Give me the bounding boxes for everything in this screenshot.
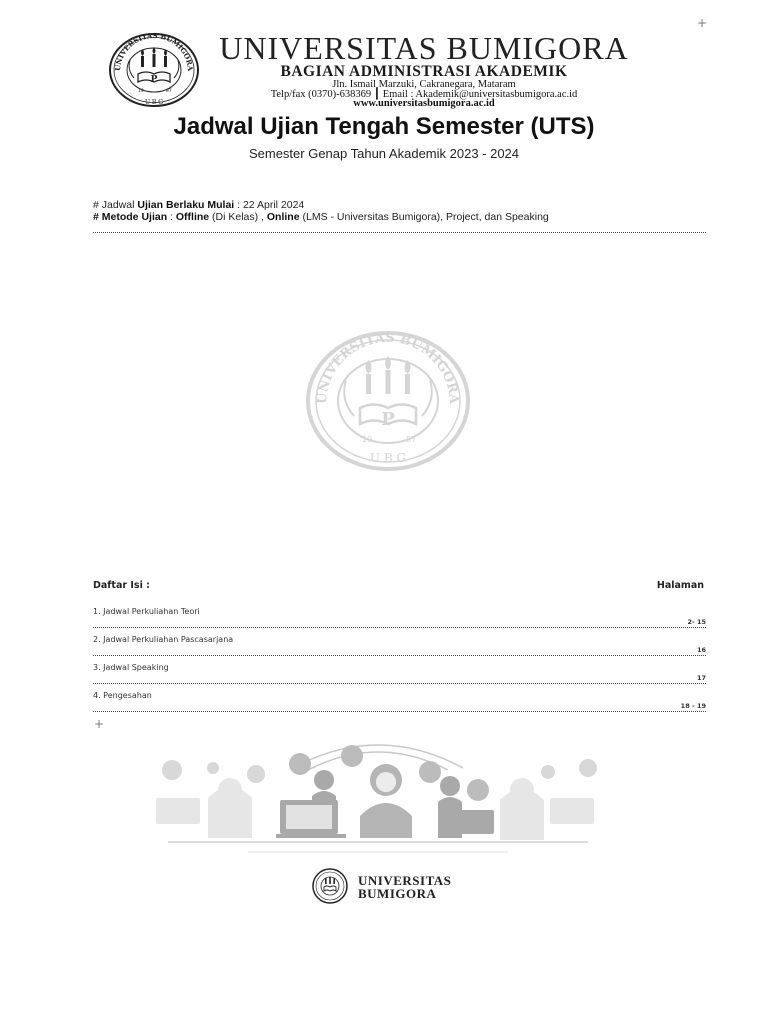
people-with-computers-illustration	[148, 738, 608, 856]
toc-row-divider	[93, 627, 706, 628]
seal-watermark-icon	[306, 330, 470, 472]
toc-item-label[interactable]: 2. Jadwal Perkuliahan Pascasarjana	[93, 635, 234, 644]
university-name: UNIVERSITAS BUMIGORA	[219, 30, 629, 66]
watermark-year-left: 19	[362, 435, 373, 444]
toc-item-page: 17	[696, 674, 706, 682]
info-exam-start-value: : 22 April 2024	[234, 199, 305, 211]
toc-item-label[interactable]: 4. Pengesahan	[93, 691, 152, 700]
info-method-label: Ujian	[141, 211, 168, 223]
website-line: www.universitasbumigora.ac.id	[353, 98, 495, 109]
info-method-rest: (LMS - Universitas Bumigora), Project, dan Speaking	[299, 211, 549, 223]
toc-item-label[interactable]: 1. Jadwal Perkuliahan Teori	[93, 607, 200, 616]
toc-item-page: 18 - 19	[680, 702, 706, 710]
info-exam-method	[93, 211, 549, 223]
seal-year-right: 87	[166, 89, 172, 94]
page-subtitle: Semester Genap Tahun Akademik 2023 - 2024	[248, 146, 520, 161]
footer-seal-icon	[312, 868, 348, 904]
toc-row-divider	[93, 655, 706, 656]
info-exam-start-label: Ujian Berlaku Mulai	[137, 199, 235, 211]
watermark-year-right: 87	[406, 435, 417, 444]
svg-text:P: P	[150, 75, 158, 85]
info-method-offline: Offline	[175, 211, 210, 223]
watermark-top-text: UNIVERSITAS BUMIGORA	[314, 330, 462, 405]
corner-mark-top: +	[697, 16, 708, 30]
svg-text:P: P	[381, 409, 395, 430]
seal-year-left: 19	[138, 89, 144, 94]
info-exam-start	[93, 199, 304, 211]
footer-name-line2: BUMIGORA	[358, 886, 437, 901]
watermark-bottom-text: U B G	[369, 451, 407, 465]
toc-row-divider	[93, 711, 706, 712]
toc-item-label[interactable]: 3. Jadwal Speaking	[93, 663, 169, 672]
info-method-online: Online	[266, 211, 300, 223]
department-name: BAGIAN ADMINISTRASI AKADEMIK	[280, 63, 568, 80]
toc-row-divider	[93, 683, 706, 684]
university-seal-icon	[108, 32, 200, 108]
address-line: Jln. Ismail Marzuki, Cakranegara, Mataram	[332, 79, 516, 90]
toc-item-page: 16	[696, 646, 706, 654]
toc-item-page: 2- 15	[687, 618, 706, 626]
corner-mark-bottom: +	[94, 717, 105, 731]
info-method-sep: :	[167, 211, 176, 223]
info-exam-start-prefix: # Jadwal	[93, 199, 138, 211]
seal-top-text: UNIVERSITAS BUMIGORA	[112, 32, 196, 72]
info-method-mid: (Di Kelas) ,	[209, 211, 267, 223]
page-title: Jadwal Ujian Tengah Semester (UTS)	[173, 113, 595, 140]
toc-heading: Daftar Isi :	[93, 580, 150, 591]
contact-line: Telp/fax (0370)-638369 ┃ Email : Akademik@universitasbumigora.ac.id	[270, 89, 578, 100]
toc-page-heading: Halaman	[656, 580, 704, 591]
seal-bottom-text: U B G	[144, 99, 164, 106]
footer-name-line1: UNIVERSITAS	[358, 873, 452, 888]
info-method-prefix: # Metode	[93, 211, 142, 223]
divider-line	[93, 232, 706, 233]
